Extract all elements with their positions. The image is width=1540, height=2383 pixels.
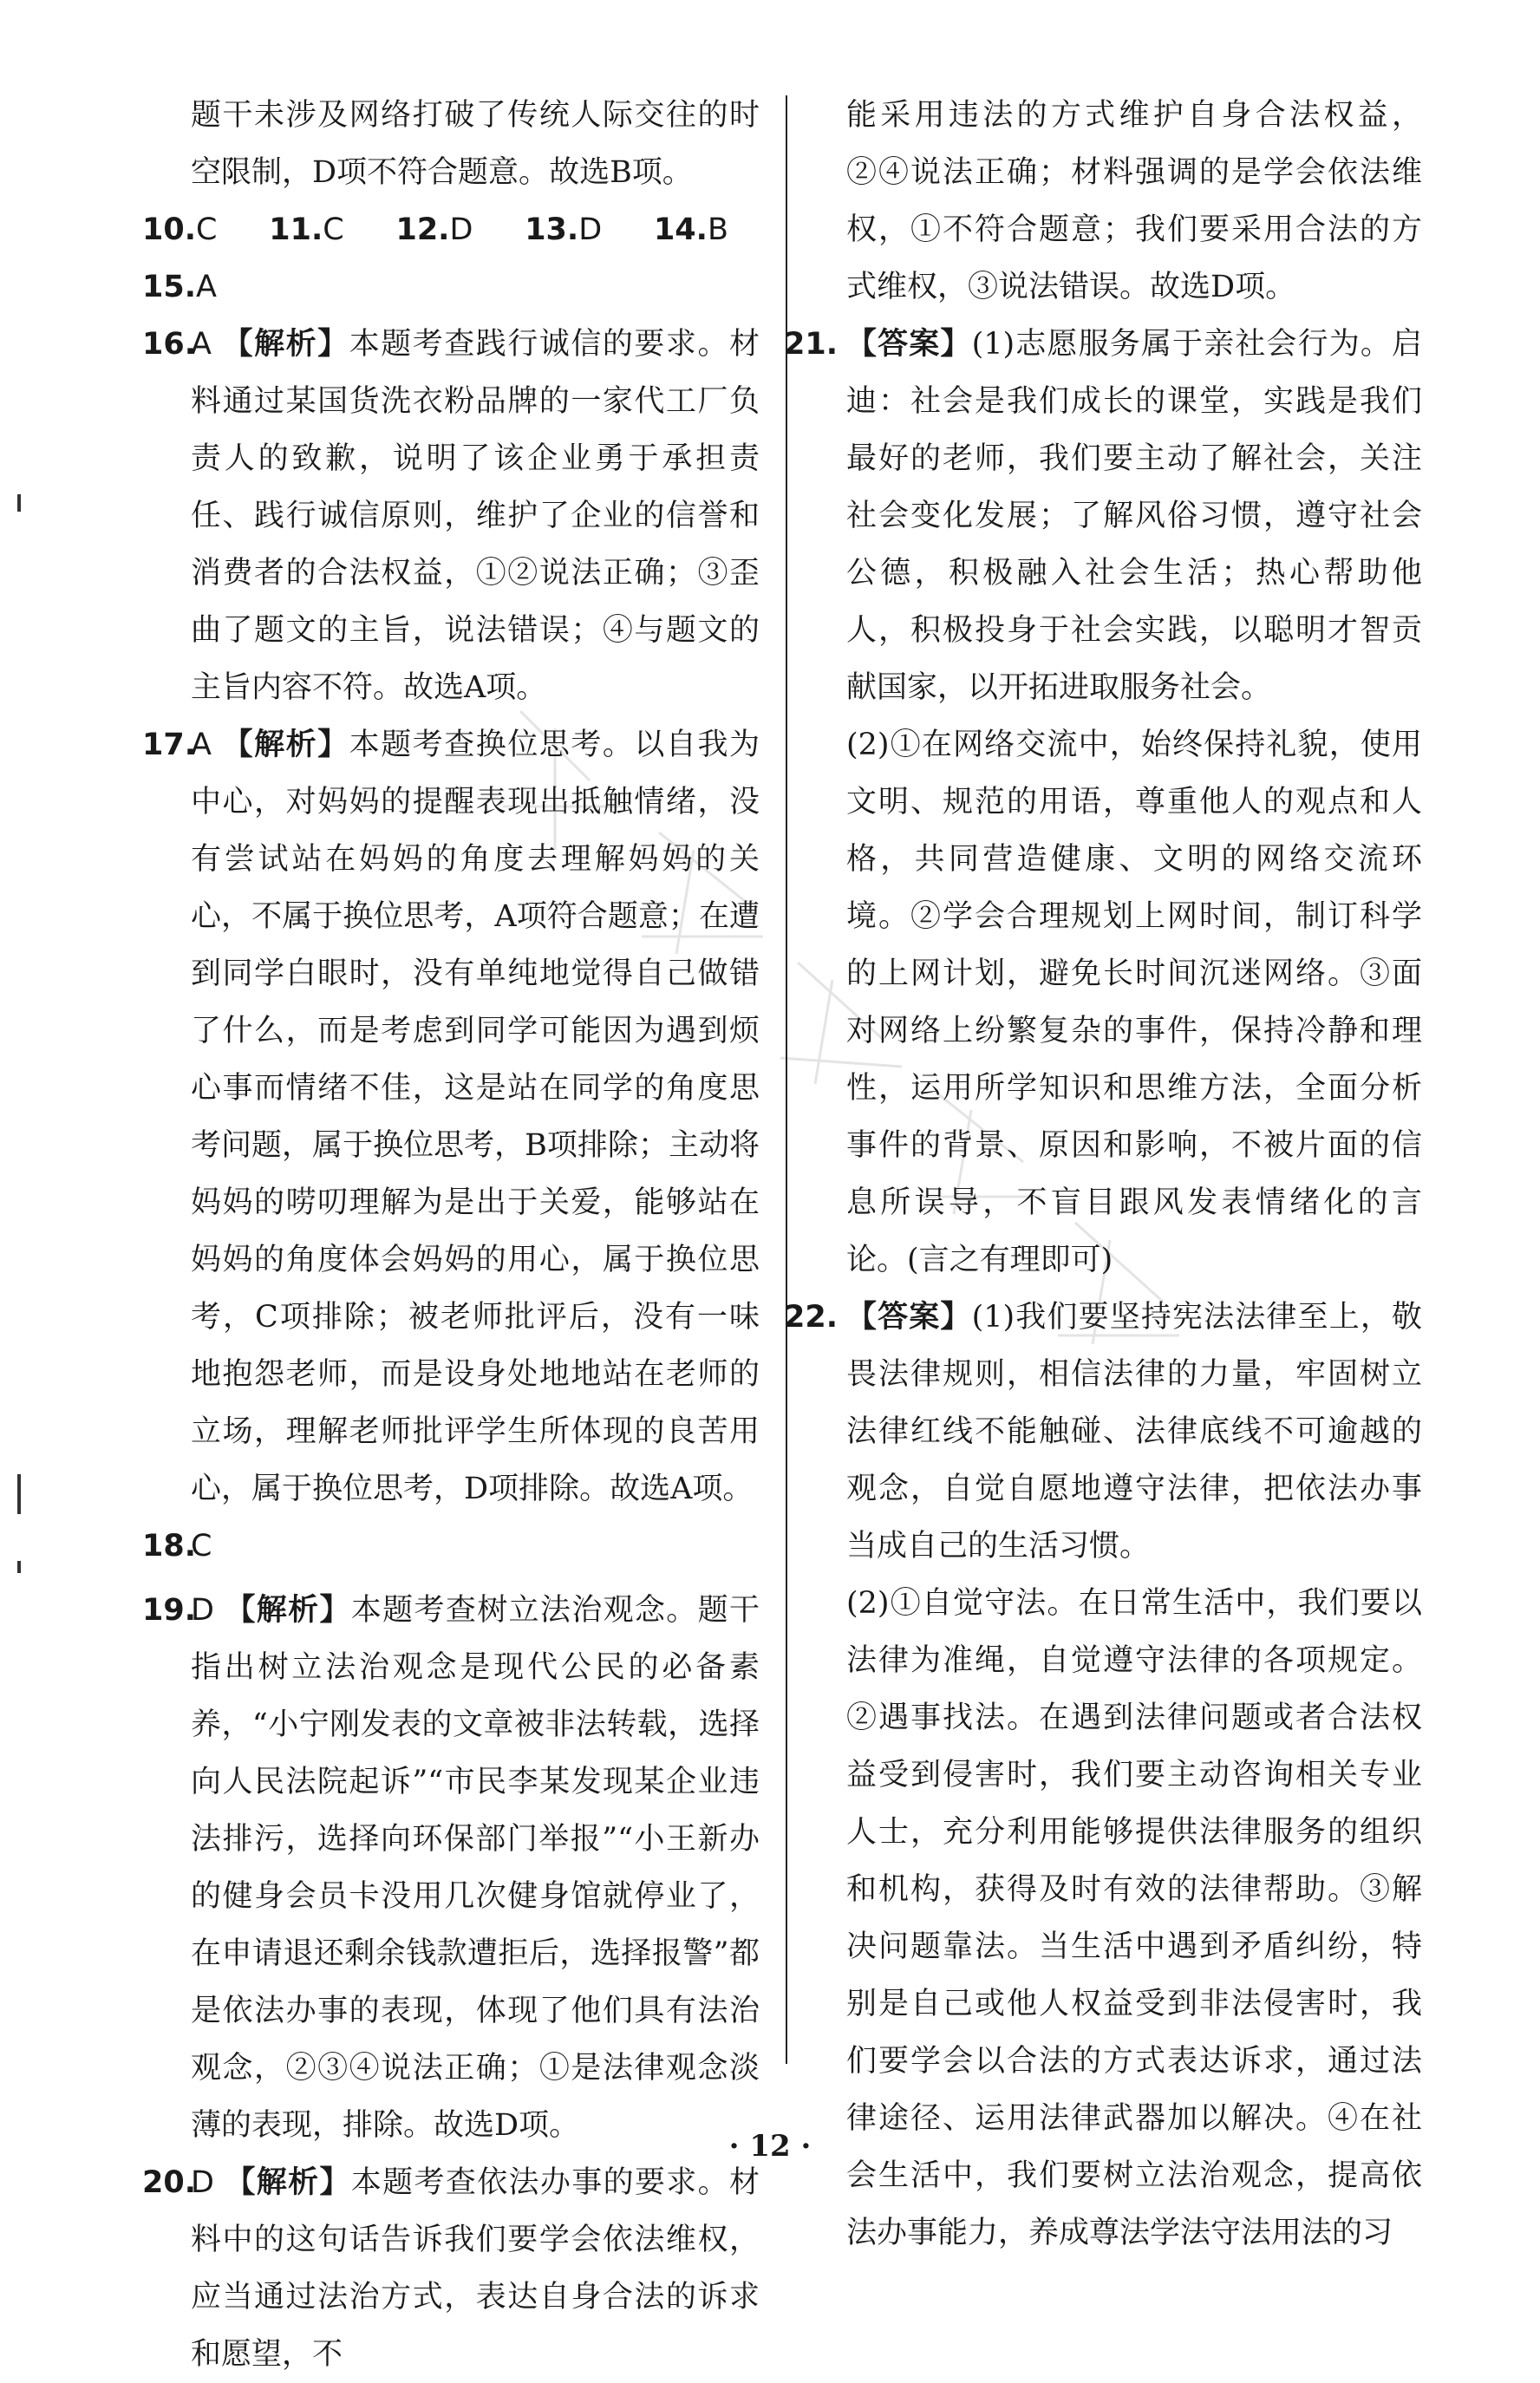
question-number: 19. <box>142 1593 197 1628</box>
question-18 <box>142 1518 760 1575</box>
analysis-tag: 【解析】 <box>225 1593 351 1628</box>
answer-letter: D <box>191 1593 214 1628</box>
carry-over-text: 题干未涉及网络打破了传统人际交往的时空限制，D项不符合题意。故选B项。 <box>191 98 760 190</box>
answer-letter: A <box>191 327 212 362</box>
question-22 <box>784 1289 1422 1575</box>
question-21 <box>784 316 1422 716</box>
column-divider <box>786 95 787 2064</box>
question-16 <box>142 316 760 716</box>
analysis-tag: 【解析】 <box>222 327 349 362</box>
answer-part-1: (1)我们要坚持宪法法律至上，敬畏法律规则，相信法律的力量，牢固树立法律红线不能触碰、法律底线不可逾越的观念，自觉自愿地遵守法律，把依法办事当成自己的生活习惯。 <box>846 1300 1422 1564</box>
analysis-text: 本题考查依法办事的要求。材料中的这句话告诉我们要学会依法维权，应当通过法治方式，表达自身合法的诉求和愿望，不 <box>191 2165 760 2372</box>
analysis-tag: 【解析】 <box>225 2165 351 2200</box>
question-19 <box>142 1582 760 2154</box>
question-20 <box>142 2154 760 2383</box>
question-22-part-2: (2)①自觉守法。在日常生活中，我们要以法律为准绳，自觉遵守法律的各项规定。②遇事找法。在遇到法律问题或者合法权益受到侵害时，我们要主动咨询相关专业人士，充分利用能够提供法律服务的组织和机构，获得及时有效的法律帮助。③解决问题靠法。当生活中遇到矛盾纠纷，特别是自己或他人权益受到非法侵害时，我们要学会以合法的方式表达诉求，通过法律途径、运用法律武器加以解决。④在社会生活中，我们要树立法治观念，提高依法办事能力，养成尊法学法守法用法的习 <box>846 1586 1422 2250</box>
answer-15: 15.A <box>142 270 217 304</box>
answer-letter: A <box>191 728 212 762</box>
scan-mark <box>17 1561 21 1573</box>
scan-mark <box>17 494 21 512</box>
answer-letter: D <box>191 2165 214 2200</box>
answer-13: 13.D <box>525 212 603 247</box>
question-number: 20. <box>142 2165 197 2200</box>
mc-answers-row <box>142 201 760 316</box>
answer-11: 11.C <box>269 212 344 247</box>
scan-mark <box>17 1474 21 1514</box>
question-21-part-2: (2)①在网络交流中，始终保持礼貌，使用文明、规范的用语，尊重他人的观点和人格，共同营造健康、文明的网络交流环境。②学会合理规划上网时间，制订科学的上网计划，避免长时间沉迷网络。③面对网络上纷繁复杂的事件，保持冷静和理性，运用所学知识和思维方法，全面分析事件的背景、原因和影响，不被片面的信息所误导，不盲目跟风发表情绪化的言论。(言之有理即可) <box>846 728 1422 1277</box>
question-number: 16. <box>142 327 197 362</box>
analysis-text: 本题考查践行诚信的要求。材料通过某国货洗衣粉品牌的一家代工厂负责人的致歉，说明了该企业勇于承担责任、践行诚信原则，维护了企业的信誉和消费者的合法权益，①②说法正确；③歪曲了题文的主旨，说法错误；④与题文的主旨内容不符。故选A项。 <box>191 327 760 705</box>
answer-letter: C <box>191 1529 212 1564</box>
question-number: 17. <box>142 728 197 762</box>
question-number: 18. <box>142 1529 197 1564</box>
left-column <box>142 87 760 2383</box>
question-17 <box>142 716 760 1518</box>
answer-10: 10.C <box>142 212 218 247</box>
carry-over-text: 能采用违法的方式维护自身合法权益，②④说法正确；材料强调的是学会依法维权，①不符合题意；我们要采用合法的方式维权，③说法错误。故选D项。 <box>846 98 1422 304</box>
answer-14: 14.B <box>653 212 728 247</box>
question-number: 21. <box>784 327 839 362</box>
right-column <box>784 87 1422 2262</box>
answer-tag: 【答案】 <box>846 1300 972 1335</box>
analysis-text: 本题考查换位思考。以自我为中心，对妈妈的提醒表现出抵触情绪，没有尝试站在妈妈的角度去理解妈妈的关心，不属于换位思考，A项符合题意；在遭到同学白眼时，没有单纯地觉得自己做错了什么，而是考虑到同学可能因为遇到烦心事而情绪不佳，这是站在同学的角度思考问题，属于换位思考，B项排除；主动将妈妈的唠叨理解为是出于关爱，能够站在妈妈的角度体会妈妈的用心，属于换位思考，C项排除；被老师批评后，没有一味地抱怨老师，而是设身处地地站在老师的立场，理解老师批评学生所体现的良苦用心，属于换位思考，D项排除。故选A项。 <box>191 728 760 1506</box>
answer-12: 12.D <box>395 212 473 247</box>
page-number: · 12 · <box>728 2129 812 2164</box>
question-number: 22. <box>784 1300 839 1335</box>
analysis-text: 本题考查树立法治观念。题干指出树立法治观念是现代公民的必备素养，“小宁刚发表的文章被非法转载，选择向人民法院起诉”“市民李某发现某企业违法排污，选择向环保部门举报”“小王新办的健身会员卡没用几次健身馆就停业了，在申请退还剩余钱款遭拒后，选择报警”都是依法办事的表现，体现了他们具有法治观念，②③④说法正确；①是法律观念淡薄的表现，排除。故选D项。 <box>191 1593 760 2143</box>
answer-tag: 【答案】 <box>846 327 972 362</box>
analysis-tag: 【解析】 <box>222 728 349 762</box>
answer-part-1: (1)志愿服务属于亲社会行为。启迪：社会是我们成长的课堂，实践是我们最好的老师，我们要主动了解社会，关注社会变化发展；了解风俗习惯，遵守社会公德，积极融入社会生活；热心帮助他人，积极投身于社会实践，以聪明才智贡献国家，以开拓进取服务社会。 <box>846 327 1422 705</box>
